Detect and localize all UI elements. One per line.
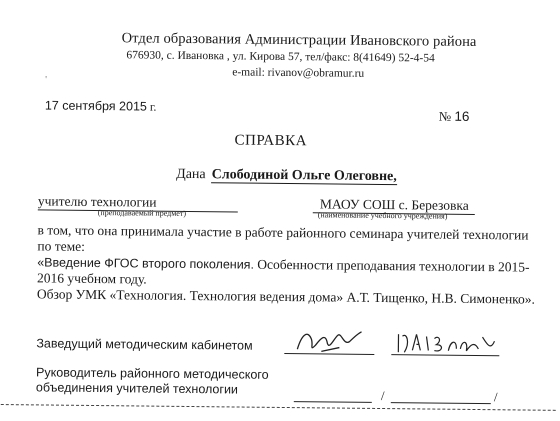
header-org: Отдел образования Администрации Ивановского района (121, 30, 477, 50)
document-title: СПРАВКА (234, 132, 308, 150)
issue-date (45, 98, 157, 114)
lead-signature-line (294, 401, 372, 403)
head-signature-label: Заведущий методическим кабинетом (36, 336, 253, 353)
document-number-value: 16 (454, 108, 470, 124)
header-address: 676930, с. Ивановка , ул. Кирова 57, тел/факс: 8(41649) 52-4-54 (126, 49, 435, 65)
body-topic-rest: Особенности преподавания технологии в 2015-2016 учебном году. (37, 256, 530, 287)
document-number-label: № (438, 108, 455, 124)
body-paragraph-2 (37, 254, 537, 292)
document-number (439, 109, 470, 125)
school-value: МАОУ СОШ с. Березовка (319, 196, 469, 213)
lead-slash-right: / (493, 389, 498, 405)
cut-line (0, 404, 556, 411)
margin-mark: ' (45, 74, 48, 86)
issue-date-text: 17 сентября 2015 (44, 98, 147, 114)
certificate-body (37, 222, 538, 307)
lead-name-line (391, 402, 491, 404)
body-paragraph-3: Обзор УМК «Технология. Технология ведения дома» А.Т. Тищенко, Н.В. Симоненко». (36, 286, 536, 307)
position-caption: (преподаваемый предмет) (97, 208, 187, 218)
position-value: учителю технологии (37, 193, 157, 210)
recipient-name: Слободиной Ольге Олеговне, (211, 167, 397, 185)
lead-slash-left: / (380, 388, 385, 404)
school-caption: (наименование учебного учреждения) (317, 210, 448, 221)
header-email: e-mail: rivanov@obramur.ru (232, 66, 365, 80)
lead-signature-label: Руководитель районного методического объединения учителей технологии (35, 365, 269, 397)
issue-date-suffix: г. (146, 99, 157, 114)
body-topic-start: «Введение ФГОС второго поколения. (37, 254, 255, 272)
issued-label: Дана (176, 166, 206, 183)
issued-to (176, 167, 397, 185)
body-paragraph-1: в том, что она принимала участие в работе районного семинара учителей технологии по теме: (37, 222, 529, 254)
handwritten-name-icon (394, 330, 502, 357)
